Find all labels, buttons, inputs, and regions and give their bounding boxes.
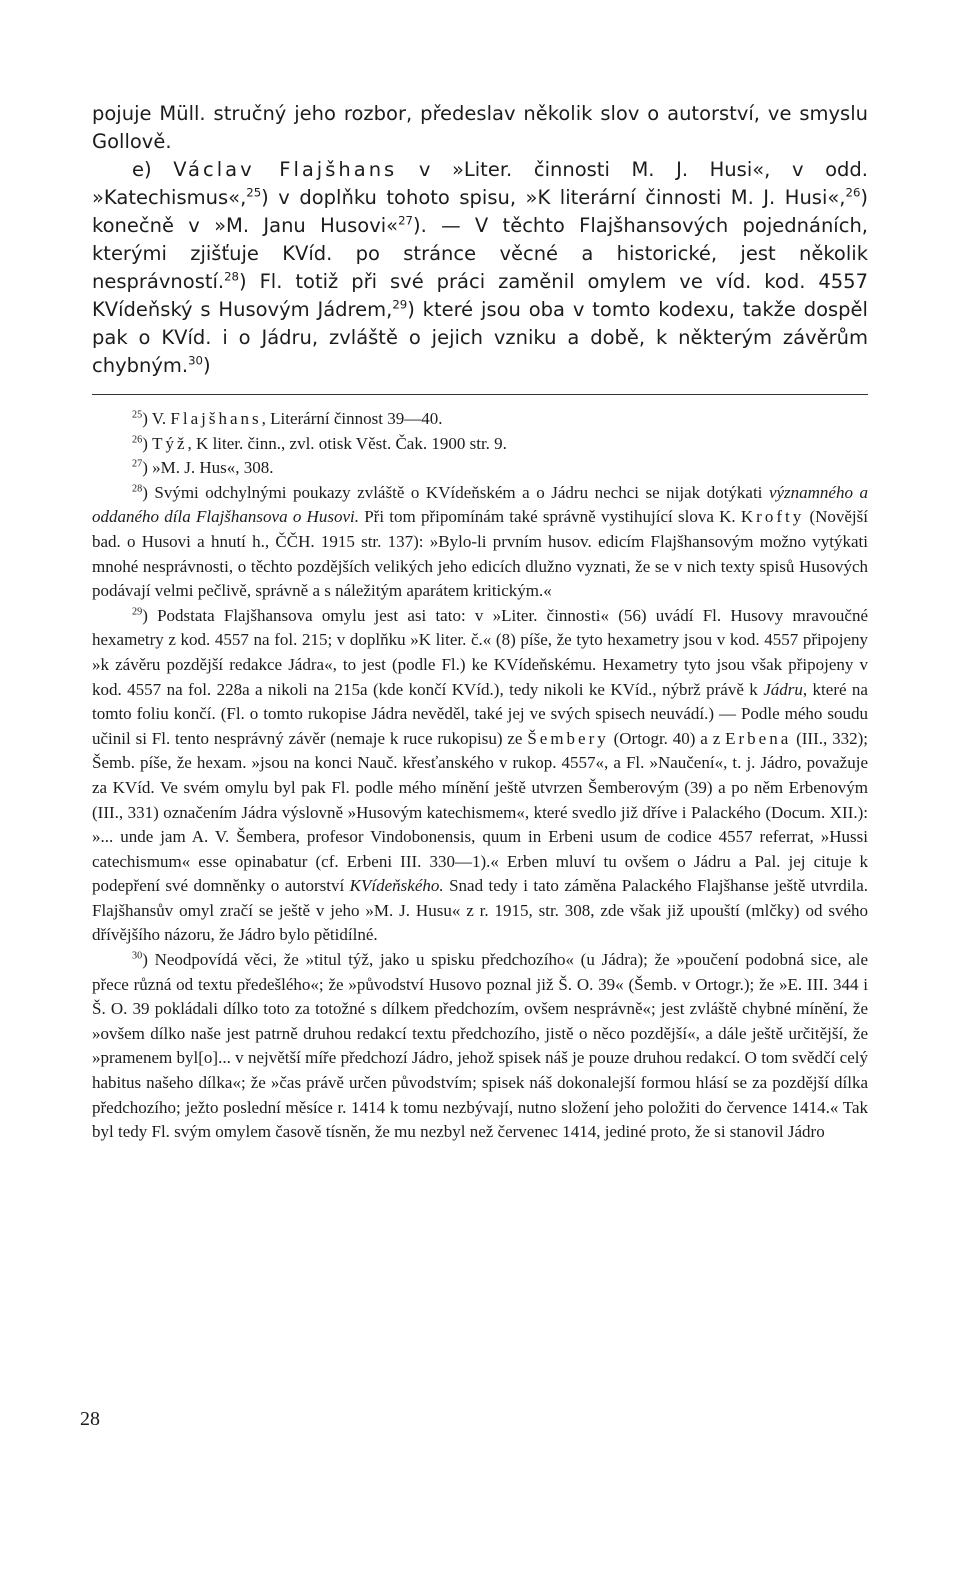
footnote-25: $^{25}$) V. Flajšhans, Literární činnost 39—40.	[132, 409, 443, 428]
footnote-29: $^{29}$) Podstata Flajšhansova omylu jest asi tato: v »Liter. činnosti« (56) uvádí Fl. Husovy mravoučné hexametry z kod. 4557 na fol. 215; v doplňku »K liter. č.« (8) píše, že tyto hexametry jsou v kod. 4557 připojeny »k závěru pozdější redakce Jádra«, to jest (podle Fl.) ke KVídeňskému. Hexametry tyto jsou však připojeny v kod. 4557 na fol. 228a a nikoli na 215a (kde končí KVíd.), tedy nikoli ke KVíd., nýbrž právě k Jádru, které na tomto foliu končí. (Fl. o tomto rukopise Jádra nevěděl, také jej ve svých spisech neuvádí.) — Podle mého soudu učinil si Fl. tento nesprávný závěr (nemaje k ruce rukopisu) ze Šembery (Ortogr. 40) a z Erbena (III., 332); Šemb. píše, že hexam. »jsou na konci Nauč. křesťanského v rukop. 4557«, a Fl. »Naučení«, t. j. Jádro, považuje za KVíd. Ve svém omylu byl pak Fl. podle mého mínění ještě utvrzen Šemberovým (39) a po něm Erbenovým (III., 331) označením Jádra výslovně »Husovým katechismem«, které svedlo již dříve i Palackého (Docum. XII.): »... unde jam A. V. Šembera, profesor Vindobonensis, quum in Erbeni usum de codice 4557 referrat, »Hussi catechismum« esse opinabatur (cf. Erbeni III. 330—1).« Erben mluví tu ovšem o Jádru a Pal. jej cituje k podepření své domněnky o autorství KVídeňského. Snad tedy i tato záměna Palackého Flajšhanse ještě utvrdila. Flajšhansův omyl zračí se ještě v jeho »M. J. Husu« z r. 1915, str. 308, zde však již upouští (mlčky) od svého dřívějšího názoru, že Jádro bylo pětidílné.	[92, 605, 868, 945]
footnote-ref-28[interactable]: 28	[224, 269, 239, 284]
footnote-ref-30[interactable]: 30	[188, 353, 203, 368]
main-text	[92, 100, 868, 380]
footnote-ref-27[interactable]: 27	[398, 213, 413, 228]
footnote-28: $^{28}$) Svými odchylnými poukazy zvláště o KVídeňském a o Jádru nechci se nijak dotýkati významného a oddaného díla Flajšhansova o Husovi. Při tom připomínám také správně vystihující slova K. Krofty (Novější bad. o Husovi a hnutí h., ČČH. 1915 str. 137): »Bylo-li prvním husov. edicím Flajšhansovým možno vytýkati mnohé nesprávnosti, o těchto pozdějších velikých jeho edicích dlužno vyznati, že se v nich texty spisů Husových podávají velmi pečlivě, správně a s náležitým aparátem kritickým.«	[92, 482, 868, 601]
footnote-30: $^{30}$) Neodpovídá věci, že »titul týž, jako u spisku předchozího« (u Jádra); že »poučení podobná sice, ale přece různá od textu předešlého«; že »původství Husovo poznal již Š. O. 39« (Šemb. v Ortogr.); že »E. III. 344 i Š. O. 39 pokládali dílko toto za totožné s dílkem předchozím, ovšem nesprávně«; jest zvláště chybné mínění, že »ovšem dílko naše jest patrně druhou redakcí textu předchozího, jistě o něco pozdější«, a dále ještě určitější, že »pramenem byl[o]... v největší míře předchozí Jádro, jehož spisek náš je pouze druhou redakcí. O tom svědčí celý habitus našeho dílka«; že »čas právě určen původstvím; spisek náš dokonalejší formou hlásí se za pozdější dílka předchozího; ježto poslední měsíce r. 1414 k tomu nezbývají, nutno složení jeho položiti do července 1414.« Tak byl tedy Fl. svým omylem časově tísněn, že mu nezbyl než červenec 1414, jediné proto, že si stanovil Jádro	[92, 950, 868, 1142]
paragraph-continuation: pojuje Müll. stručný jeho rozbor, předeslav několik slov o autorství, ve smyslu Gollově.	[92, 102, 868, 153]
page-content	[92, 100, 868, 1145]
footnote-27: $^{27}$) »M. J. Hus«, 308.	[132, 458, 274, 478]
footnote-ref-25[interactable]: 25	[246, 185, 262, 200]
footnote-ref-29[interactable]: 29	[392, 297, 408, 312]
paragraph-e: e) Václav Flajšhans v »Liter. činnosti M. J. Husi«, v odd. »Katechismus«,$^{25}$) v doplňku tohoto spisu, »K literární činnosti M. J. Husi«,$^{26}$) konečně v »M. Janu Husovi«$^{27}$). — V těchto Flajšhansových pojednáních, kterými zjišťuje KVíd. po stránce věcné a historické, jest několik nesprávností.$^{28}$) Fl. totiž při své práci zaměnil omylem ve víd. kod. 4557 KVídeňský s Husovým Jádrem,$^{29}$) které jsou oba v tomto kodexu, takže dospěl pak o KVíd. i o Jádru, zvláště o jejich vzniku a době, k některým závěrům chybným.$^{30}$)	[92, 158, 869, 377]
author-name: Václav Flajšhans	[173, 158, 398, 181]
footnote-26: $^{26}$) Týž, K liter. činn., zvl. otisk Věst. Čak. 1900 str. 9.	[132, 433, 507, 453]
footnotes	[92, 407, 868, 1145]
page-number: 28	[80, 1408, 100, 1430]
footnote-ref-26[interactable]: 26	[845, 185, 861, 200]
footnote-divider	[92, 394, 868, 395]
